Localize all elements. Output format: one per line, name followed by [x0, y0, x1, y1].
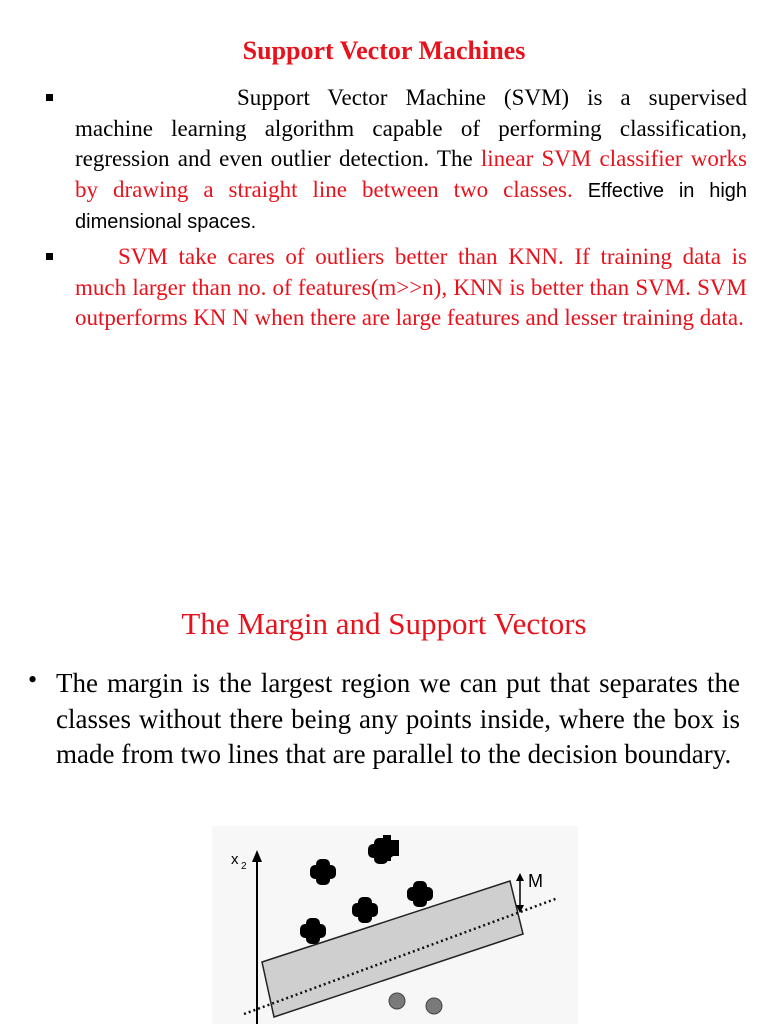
class-a-point-bar-v — [374, 838, 388, 864]
x2-axis-label: x — [231, 851, 239, 868]
class-a-point-bar-v — [413, 881, 427, 907]
square-bullet-icon — [46, 94, 53, 101]
svm-margin-figure — [212, 826, 578, 1024]
class-a-point-bar-v — [306, 918, 320, 944]
svm-definition-text: Support Vector Machine (SVM) is a supervised machine learning algorithm capable of performing classification, regression and even outlier detection. The — [75, 85, 747, 171]
round-bullet-icon: • — [28, 665, 38, 694]
class-a-point-bar-v — [358, 897, 372, 923]
class-b-point — [426, 998, 442, 1014]
high-dimensional-text: Effective in high dimensional spaces. — [75, 179, 748, 233]
slide-title-svm: Support Vector Machines — [242, 36, 526, 65]
axis-arrow-icon — [252, 850, 262, 862]
bullet-svm-definition — [75, 83, 747, 238]
slide-title-margin: The Margin and Support Vectors — [181, 606, 587, 641]
margin-description: The margin is the largest region we can put that separates the classes without there being any points inside, where the box is made from two lines that are parallel to the decision boundary. — [56, 668, 740, 769]
margin-arrow-up-icon — [516, 873, 524, 881]
svm-margin-diagram — [212, 826, 578, 1024]
linear-svm-text: linear SVM classifier works by drawing a straight line between two classes. — [75, 146, 747, 202]
square-bullet-icon — [46, 253, 53, 260]
class-a-point-bar-v — [316, 859, 330, 885]
class-b-point — [389, 993, 405, 1009]
margin-label: M — [528, 871, 543, 891]
svm-vs-knn-text: SVM take cares of outliers better than KNN. If training data is much larger than no. of features(m>>n), KNN is better than SVM. SVM outperforms KN N when there are large features and lesser training data. — [75, 244, 747, 330]
bullet-svm-vs-knn — [75, 242, 747, 334]
x2-axis-subscript: 2 — [241, 861, 247, 872]
